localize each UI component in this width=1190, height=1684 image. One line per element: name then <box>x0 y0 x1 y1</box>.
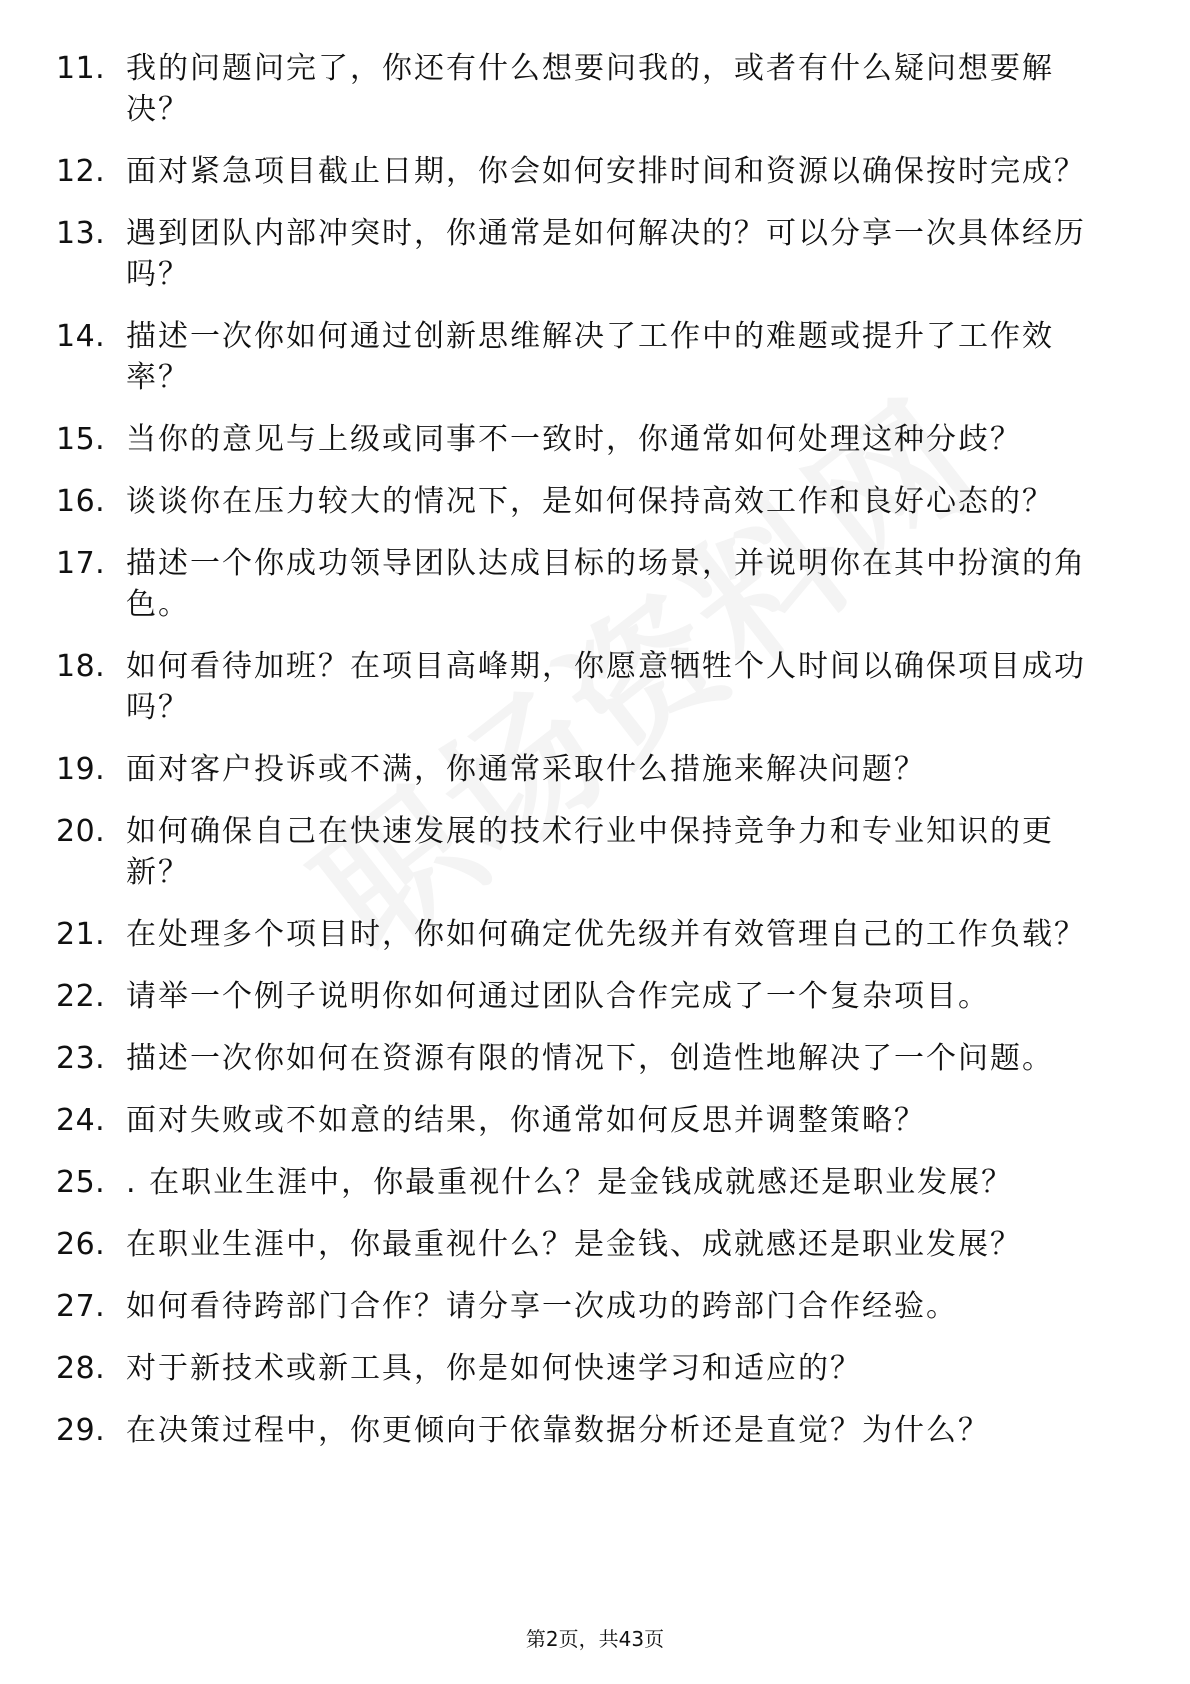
question-number: 25. <box>56 1165 106 1200</box>
question-item <box>0 749 1190 790</box>
question-item <box>0 646 1190 728</box>
question-text: 请举一个例子说明你如何通过团队合作完成了一个复杂项目。 <box>126 979 990 1014</box>
question-text: 在决策过程中，你更倾向于依靠数据分析还是直觉？为什么？ <box>126 1413 990 1448</box>
question-item <box>0 419 1190 460</box>
question-number: 14. <box>56 319 106 354</box>
question-number: 20. <box>56 814 106 849</box>
question-text: 如何看待加班？在项目高峰期，你愿意牺牲个人时间以确保项目成功吗？ <box>126 649 1086 725</box>
question-text: 如何看待跨部门合作？请分享一次成功的跨部门合作经验。 <box>126 1289 958 1324</box>
question-item <box>0 1038 1190 1079</box>
question-number: 13. <box>56 216 106 251</box>
question-text: 描述一次你如何在资源有限的情况下，创造性地解决了一个问题。 <box>126 1041 1054 1076</box>
question-item <box>0 481 1190 522</box>
question-text: 在职业生涯中，你最重视什么？是金钱、成就感还是职业发展？ <box>126 1227 1022 1262</box>
question-item <box>0 1162 1190 1203</box>
question-item <box>0 1286 1190 1327</box>
question-text: 当你的意见与上级或同事不一致时，你通常如何处理这种分歧？ <box>126 422 1022 457</box>
page-footer <box>0 1626 1190 1652</box>
question-item <box>0 811 1190 893</box>
question-item <box>0 1224 1190 1265</box>
question-text: 面对紧急项目截止日期，你会如何安排时间和资源以确保按时完成？ <box>126 154 1086 189</box>
question-text: 对于新技术或新工具，你是如何快速学习和适应的？ <box>126 1351 862 1386</box>
page-number-label: 第2页，共43页 <box>525 1627 665 1651</box>
question-number: 23. <box>56 1041 106 1076</box>
question-number: 28. <box>56 1351 106 1386</box>
question-number: 11. <box>56 51 106 86</box>
question-item <box>0 316 1190 398</box>
question-item <box>0 976 1190 1017</box>
question-number: 17. <box>56 546 106 581</box>
question-text: 描述一个你成功领导团队达成目标的场景，并说明你在其中扮演的角色。 <box>126 546 1086 622</box>
question-text: 如何确保自己在快速发展的技术行业中保持竞争力和专业知识的更新？ <box>126 814 1054 890</box>
question-item <box>0 1348 1190 1389</box>
question-item <box>0 151 1190 192</box>
question-item <box>0 48 1190 130</box>
question-text: 谈谈你在压力较大的情况下，是如何保持高效工作和良好心态的？ <box>126 484 1054 519</box>
question-list <box>0 48 1190 1472</box>
question-text: 描述一次你如何通过创新思维解决了工作中的难题或提升了工作效率？ <box>126 319 1054 395</box>
question-number: 26. <box>56 1227 106 1262</box>
question-number: 29. <box>56 1413 106 1448</box>
question-item <box>0 1410 1190 1451</box>
question-text: 我的问题问完了，你还有什么想要问我的，或者有什么疑问想要解决？ <box>126 51 1054 127</box>
question-number: 21. <box>56 917 106 952</box>
question-number: 24. <box>56 1103 106 1138</box>
question-number: 15. <box>56 422 106 457</box>
question-text: . 在职业生涯中，你最重视什么？是金钱成就感还是职业发展？ <box>126 1165 1014 1200</box>
question-item <box>0 1100 1190 1141</box>
question-number: 19. <box>56 752 106 787</box>
question-number: 12. <box>56 154 106 189</box>
question-number: 18. <box>56 649 106 684</box>
question-item <box>0 213 1190 295</box>
question-number: 16. <box>56 484 106 519</box>
question-text: 面对失败或不如意的结果，你通常如何反思并调整策略？ <box>126 1103 926 1138</box>
question-text: 遇到团队内部冲突时，你通常是如何解决的？可以分享一次具体经历吗？ <box>126 216 1086 292</box>
question-number: 22. <box>56 979 106 1014</box>
question-item <box>0 543 1190 625</box>
question-text: 在处理多个项目时，你如何确定优先级并有效管理自己的工作负载？ <box>126 917 1086 952</box>
question-number: 27. <box>56 1289 106 1324</box>
question-text: 面对客户投诉或不满，你通常采取什么措施来解决问题？ <box>126 752 926 787</box>
question-item <box>0 914 1190 955</box>
